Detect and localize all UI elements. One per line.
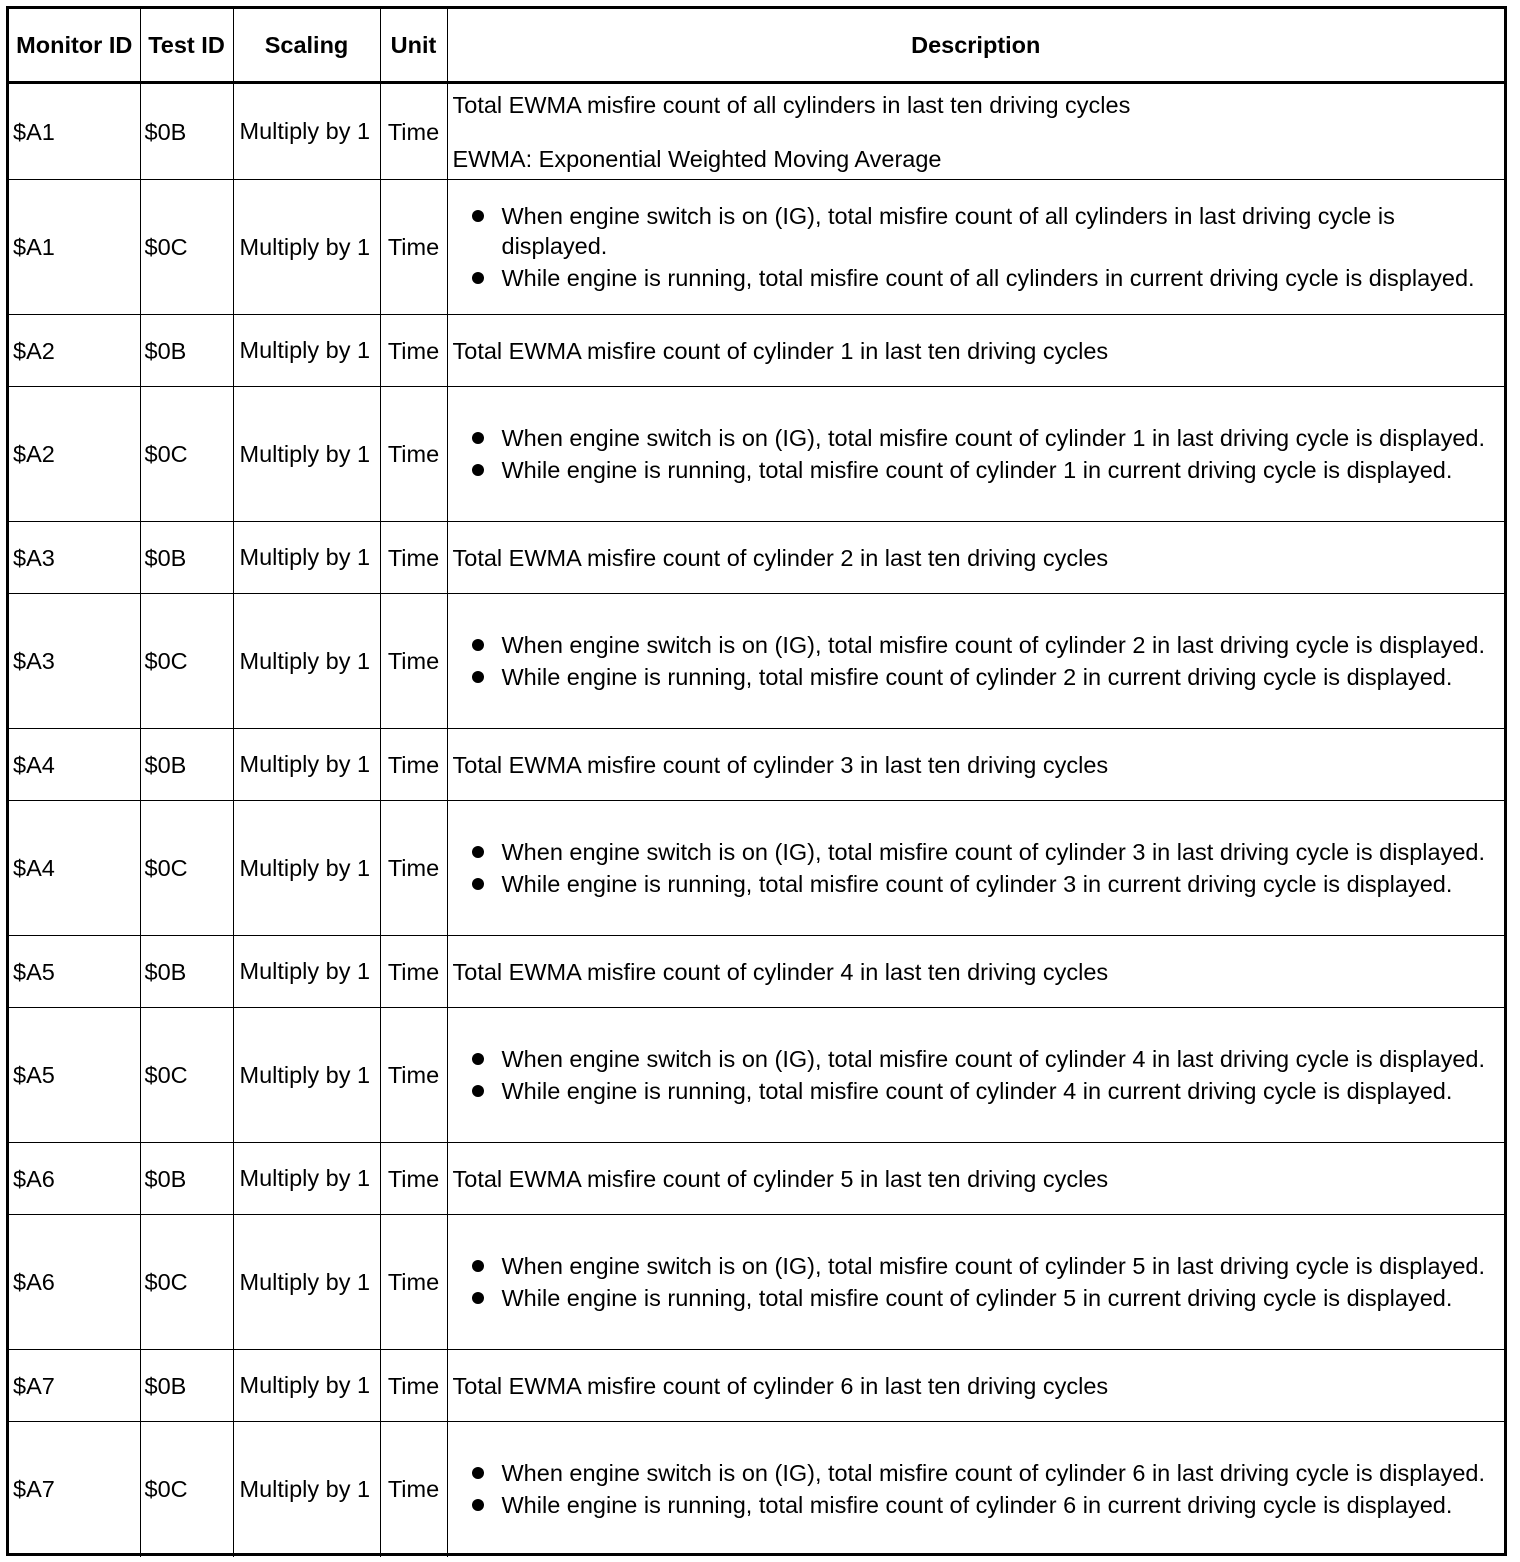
monitor-id-cell: $A4 — [9, 729, 140, 801]
description-cell — [447, 83, 1504, 180]
description-bullet-item — [453, 201, 1499, 261]
test-id-cell: $0B — [140, 729, 233, 801]
bullet-icon — [472, 1292, 484, 1304]
description-bullet-item — [453, 1283, 1499, 1313]
description-bullet-item — [453, 837, 1499, 867]
header-test-id: Test ID — [140, 9, 233, 83]
table-row — [9, 729, 1504, 801]
unit-cell: Time — [380, 1008, 447, 1143]
bullet-icon — [472, 846, 484, 858]
monitor-test-table — [9, 9, 1504, 1557]
unit-cell: Time — [380, 1143, 447, 1215]
monitor-id-cell: $A2 — [9, 315, 140, 387]
table-row — [9, 1008, 1504, 1143]
unit-cell: Time — [380, 729, 447, 801]
table-row — [9, 387, 1504, 522]
bullet-icon — [472, 1499, 484, 1511]
scaling-cell: Multiply by 1 — [233, 180, 380, 315]
description-bullet-item — [453, 869, 1499, 899]
monitor-id-cell: $A3 — [9, 522, 140, 594]
description-text: Total EWMA misfire count of cylinder 4 in last ten driving cycles — [452, 958, 1109, 985]
monitor-id-cell: $A5 — [9, 936, 140, 1008]
description-bullet-item — [453, 423, 1499, 453]
header-scaling: Scaling — [233, 9, 380, 83]
bullet-icon — [472, 639, 484, 651]
monitor-test-table-container — [6, 6, 1507, 1556]
test-id-cell: $0C — [140, 801, 233, 936]
monitor-id-cell: $A2 — [9, 387, 140, 522]
test-id-cell: $0B — [140, 936, 233, 1008]
description-bullet-item — [453, 1044, 1499, 1074]
description-text: Total EWMA misfire count of cylinder 6 in last ten driving cycles — [452, 1372, 1109, 1399]
test-id-cell: $0C — [140, 1422, 233, 1557]
bullet-icon — [472, 210, 484, 222]
description-text: Total EWMA misfire count of cylinder 2 in last ten driving cycles — [452, 544, 1109, 571]
bullet-text: While engine is running, total misfire count of all cylinders in current driving cycle is displayed. — [501, 264, 1475, 291]
bullet-icon — [472, 464, 484, 476]
monitor-id-cell: $A1 — [9, 180, 140, 315]
header-row — [9, 9, 1504, 83]
test-id-cell: $0C — [140, 1215, 233, 1350]
scaling-cell: Multiply by 1 — [233, 522, 380, 594]
description-cell — [447, 594, 1504, 729]
bullet-text: When engine switch is on (IG), total misfire count of cylinder 6 in last driving cycle is displayed. — [501, 1459, 1486, 1486]
description-cell — [447, 387, 1504, 522]
test-id-cell: $0B — [140, 1350, 233, 1422]
table-row — [9, 1215, 1504, 1350]
header-description: Description — [447, 9, 1504, 83]
bullet-icon — [472, 1260, 484, 1272]
bullet-text: When engine switch is on (IG), total misfire count of all cylinders in last driving cycle is displayed. — [501, 202, 1395, 259]
description-bullet-list — [453, 1044, 1499, 1106]
scaling-cell: Multiply by 1 — [233, 594, 380, 729]
scaling-cell: Multiply by 1 — [233, 1008, 380, 1143]
test-id-cell: $0B — [140, 522, 233, 594]
test-id-cell: $0B — [140, 1143, 233, 1215]
scaling-cell: Multiply by 1 — [233, 801, 380, 936]
description-bullet-item — [453, 263, 1499, 293]
bullet-text: While engine is running, total misfire count of cylinder 6 in current driving cycle is displayed. — [501, 1491, 1453, 1518]
description-bullet-item — [453, 455, 1499, 485]
header-monitor-id: Monitor ID — [9, 9, 140, 83]
unit-cell: Time — [380, 1350, 447, 1422]
description-bullet-list — [453, 630, 1499, 692]
bullet-icon — [472, 1085, 484, 1097]
unit-cell: Time — [380, 522, 447, 594]
test-id-cell: $0C — [140, 387, 233, 522]
description-bullet-list — [453, 423, 1499, 485]
description-cell — [447, 1422, 1504, 1557]
table-row — [9, 522, 1504, 594]
unit-cell: Time — [380, 801, 447, 936]
description-cell — [447, 729, 1504, 801]
table-row — [9, 1143, 1504, 1215]
description-text: Total EWMA misfire count of cylinder 1 in last ten driving cycles — [452, 337, 1109, 364]
monitor-id-cell: $A6 — [9, 1143, 140, 1215]
description-cell — [447, 315, 1504, 387]
description-bullet-item — [453, 1076, 1499, 1106]
description-cell — [447, 1143, 1504, 1215]
table-row — [9, 315, 1504, 387]
test-id-cell: $0C — [140, 1008, 233, 1143]
bullet-text: When engine switch is on (IG), total misfire count of cylinder 4 in last driving cycle is displayed. — [501, 1045, 1486, 1072]
bullet-icon — [472, 1467, 484, 1479]
description-bullet-list — [453, 201, 1499, 293]
description-bullet-list — [453, 1458, 1499, 1520]
monitor-id-cell: $A3 — [9, 594, 140, 729]
description-cell — [447, 1350, 1504, 1422]
bullet-icon — [472, 671, 484, 683]
description-bullet-list — [453, 1251, 1499, 1313]
unit-cell: Time — [380, 315, 447, 387]
table-row — [9, 180, 1504, 315]
description-cell — [447, 1008, 1504, 1143]
bullet-text: While engine is running, total misfire count of cylinder 2 in current driving cycle is displayed. — [501, 663, 1453, 690]
bullet-icon — [472, 432, 484, 444]
description-cell — [447, 522, 1504, 594]
test-id-cell: $0B — [140, 315, 233, 387]
scaling-cell: Multiply by 1 — [233, 1215, 380, 1350]
unit-cell: Time — [380, 387, 447, 522]
bullet-text: When engine switch is on (IG), total misfire count of cylinder 3 in last driving cycle is displayed. — [501, 838, 1486, 865]
bullet-icon — [472, 1053, 484, 1065]
table-row — [9, 936, 1504, 1008]
description-text: EWMA: Exponential Weighted Moving Average — [452, 145, 942, 172]
header-unit: Unit — [380, 9, 447, 83]
description-bullet-item — [453, 662, 1499, 692]
unit-cell: Time — [380, 594, 447, 729]
scaling-cell: Multiply by 1 — [233, 1350, 380, 1422]
unit-cell: Time — [380, 1422, 447, 1557]
description-bullet-list — [453, 837, 1499, 899]
bullet-text: When engine switch is on (IG), total misfire count of cylinder 5 in last driving cycle is displayed. — [501, 1252, 1486, 1279]
description-text: Total EWMA misfire count of cylinder 3 in last ten driving cycles — [452, 751, 1109, 778]
monitor-id-cell: $A7 — [9, 1422, 140, 1557]
monitor-id-cell: $A4 — [9, 801, 140, 936]
description-bullet-item — [453, 1251, 1499, 1281]
scaling-cell: Multiply by 1 — [233, 83, 380, 180]
description-cell — [447, 1215, 1504, 1350]
bullet-icon — [472, 272, 484, 284]
bullet-icon — [472, 878, 484, 890]
bullet-text: When engine switch is on (IG), total misfire count of cylinder 2 in last driving cycle is displayed. — [501, 631, 1486, 658]
scaling-cell: Multiply by 1 — [233, 1143, 380, 1215]
scaling-cell: Multiply by 1 — [233, 387, 380, 522]
description-bullet-item — [453, 1490, 1499, 1520]
description-cell — [447, 801, 1504, 936]
bullet-text: While engine is running, total misfire count of cylinder 1 in current driving cycle is displayed. — [501, 456, 1453, 483]
unit-cell: Time — [380, 83, 447, 180]
description-text: Total EWMA misfire count of cylinder 5 in last ten driving cycles — [452, 1165, 1109, 1192]
bullet-text: While engine is running, total misfire count of cylinder 5 in current driving cycle is displayed. — [501, 1284, 1453, 1311]
test-id-cell: $0B — [140, 83, 233, 180]
table-row — [9, 1350, 1504, 1422]
monitor-id-cell: $A5 — [9, 1008, 140, 1143]
scaling-cell: Multiply by 1 — [233, 936, 380, 1008]
monitor-id-cell: $A1 — [9, 83, 140, 180]
bullet-text: While engine is running, total misfire count of cylinder 4 in current driving cycle is displayed. — [501, 1077, 1453, 1104]
table-body — [9, 83, 1504, 1557]
description-bullet-item — [453, 630, 1499, 660]
table-row — [9, 1422, 1504, 1557]
description-text: Total EWMA misfire count of all cylinders in last ten driving cycles — [452, 91, 1131, 118]
unit-cell: Time — [380, 180, 447, 315]
scaling-cell: Multiply by 1 — [233, 1422, 380, 1557]
scaling-cell: Multiply by 1 — [233, 315, 380, 387]
bullet-text: When engine switch is on (IG), total misfire count of cylinder 1 in last driving cycle is displayed. — [501, 424, 1486, 451]
monitor-id-cell: $A7 — [9, 1350, 140, 1422]
description-cell — [447, 180, 1504, 315]
test-id-cell: $0C — [140, 180, 233, 315]
unit-cell: Time — [380, 1215, 447, 1350]
description-cell — [447, 936, 1504, 1008]
bullet-text: While engine is running, total misfire count of cylinder 3 in current driving cycle is displayed. — [501, 870, 1453, 897]
monitor-id-cell: $A6 — [9, 1215, 140, 1350]
test-id-cell: $0C — [140, 594, 233, 729]
scaling-cell: Multiply by 1 — [233, 729, 380, 801]
table-row — [9, 801, 1504, 936]
description-bullet-item — [453, 1458, 1499, 1488]
table-row — [9, 594, 1504, 729]
table-row — [9, 83, 1504, 180]
unit-cell: Time — [380, 936, 447, 1008]
